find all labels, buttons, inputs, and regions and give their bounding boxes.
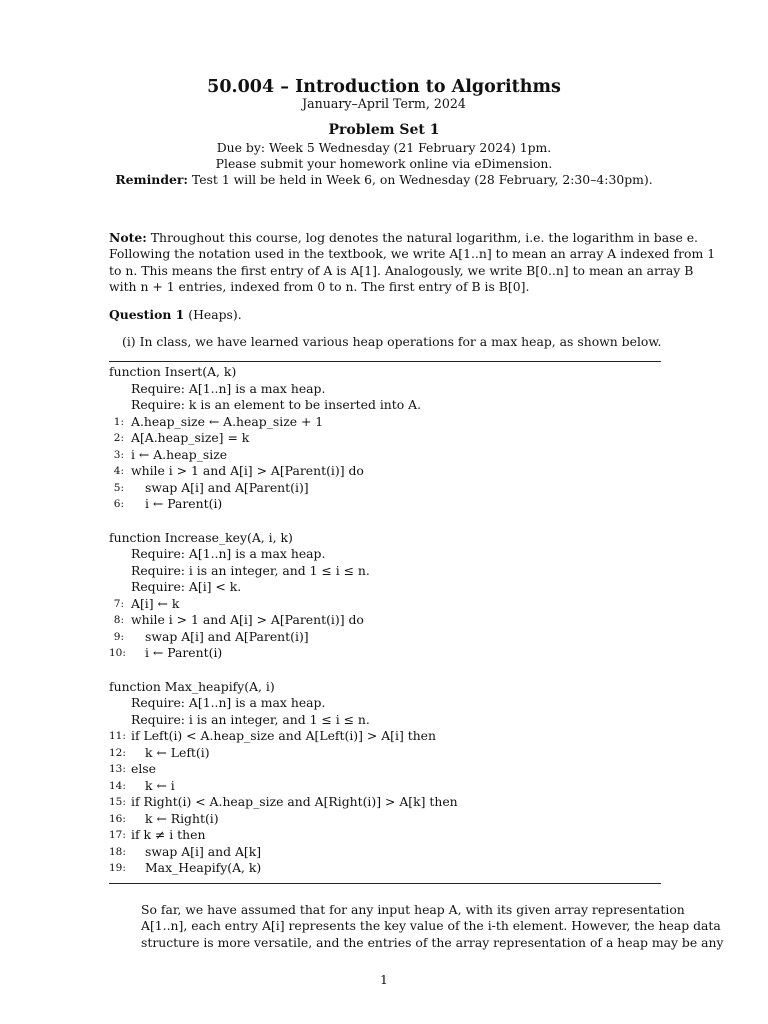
- problem-set-title: Problem Set 1: [328, 122, 440, 138]
- line-number: 3:: [113, 448, 124, 461]
- code-line: 19: Max_Heapify(A, k): [109, 860, 262, 875]
- function-signature: function Increase_key(A, i, k): [109, 529, 293, 545]
- require-line: Require: i is an integer, and 1 ≤ i ≤ n.: [131, 711, 370, 727]
- code-line: 18: swap A[i] and A[k]: [109, 843, 262, 859]
- due-date: Due by: Week 5 Wednesday (21 February 2024) 1pm.: [216, 140, 552, 155]
- line-number: 12:: [109, 746, 126, 759]
- reminder-text: Test 1 will be held in Week 6, on Wednesday (28 February, 2:30–4:30pm).: [187, 172, 653, 187]
- code-line: 3: i ← A.heap_size: [109, 447, 665, 464]
- note-label: Note:: [109, 230, 147, 245]
- line-number: 18:: [109, 845, 126, 858]
- question-topic: (Heaps).: [184, 307, 242, 322]
- line-number: 10:: [109, 647, 126, 659]
- line-number: 15:: [109, 796, 126, 808]
- code-line: 7: A[i] ← k: [109, 596, 665, 613]
- code-line: 12: k ← Left(i): [109, 744, 210, 760]
- require-line: Require: A[1..n] is a max heap.: [131, 695, 326, 710]
- code-line: 10: i ← Parent(i): [109, 645, 223, 660]
- code-line: 4: while i > 1 and A[i] > A[Parent(i)] do: [109, 463, 665, 480]
- code-line: 2: A[A.heap_size] = k: [109, 430, 665, 447]
- line-number: 19:: [109, 862, 126, 874]
- require-line: Require: i is an integer, and 1 ≤ i ≤ n.: [131, 562, 370, 578]
- code-line: 15: if Right(i) < A.heap_size and A[Right(i)] > A[k] then: [109, 794, 458, 809]
- note-line: with n + 1 entries, indexed from 0 to n. The first entry of B is B[0].: [109, 279, 530, 295]
- code-line: 16: k ← Right(i): [109, 810, 219, 826]
- function-signature: function Insert(A, k): [109, 364, 237, 379]
- max-heapify-function: [109, 679, 665, 877]
- closing-paragraph: [141, 902, 724, 951]
- closing-line: structure is more versatile, and the entries of the array representation of a heap may be any: [141, 934, 724, 950]
- require-line: Require: A[1..n] is a max heap.: [131, 380, 326, 396]
- course-title: 50.004 – Introduction to Algorithms: [207, 77, 561, 97]
- line-number: 13:: [109, 763, 126, 775]
- code-line: 14: k ← i: [109, 777, 175, 793]
- code-line: 8: while i > 1 and A[i] > A[Parent(i)] do: [109, 612, 665, 629]
- reminder-label: Reminder:: [115, 172, 188, 187]
- code-line: 9: swap A[i] and A[Parent(i)]: [109, 629, 665, 646]
- line-number: 16:: [109, 812, 126, 825]
- reminder: [0, 172, 768, 188]
- question-label: Question 1: [109, 307, 185, 322]
- note-paragraph: [109, 230, 716, 296]
- line-number: 8:: [113, 614, 124, 626]
- question-part-i: (i) In class, we have learned various heap operations for a max heap, as shown below.: [122, 334, 662, 349]
- line-number: 1:: [113, 415, 124, 428]
- term: January–April Term, 2024: [302, 96, 466, 111]
- note-line: Note: Throughout this course, log denotes the natural logarithm, i.e. the logarithm in base e.: [109, 230, 698, 245]
- line-number: 6:: [113, 498, 124, 510]
- code-line: 1: A.heap_size ← A.heap_size + 1: [109, 414, 665, 431]
- closing-line: A[1..n], each entry A[i] represents the key value of the i-th element. However, the heap data: [141, 918, 721, 934]
- line-number: 9:: [113, 630, 124, 643]
- line-number: 17:: [109, 829, 126, 841]
- submission-instructions: Please submit your homework online via eDimension.: [215, 156, 553, 171]
- insert-function: [109, 364, 665, 513]
- code-line: 5: swap A[i] and A[Parent(i)]: [109, 480, 665, 497]
- algorithm-bottom-rule: [109, 883, 661, 884]
- line-number: 4:: [113, 465, 124, 477]
- increase-key-function: [109, 530, 665, 662]
- closing-line: So far, we have assumed that for any input heap A, with its given array representation: [141, 902, 685, 917]
- line-number: 14:: [109, 779, 126, 792]
- line-number: 11:: [109, 730, 126, 742]
- code-line: 11: if Left(i) < A.heap_size and A[Left(i)] > A[i] then: [109, 728, 436, 743]
- line-number: 2:: [113, 432, 124, 444]
- algorithm-top-rule: [109, 361, 661, 362]
- question-heading: [109, 307, 665, 323]
- page-number: 1: [380, 972, 388, 987]
- note-line: Following the notation used in the textbook, we write A[1..n] to mean an array A indexed from 1: [109, 246, 716, 262]
- code-line: 17: if k ≠ i then: [109, 827, 206, 842]
- algorithm-block: [109, 364, 665, 877]
- line-number: 5:: [113, 481, 124, 494]
- line-number: 7:: [113, 597, 124, 610]
- function-signature: function Max_heapify(A, i): [109, 678, 275, 694]
- require-line: Require: A[i] < k.: [131, 579, 242, 594]
- code-line: 6: i ← Parent(i): [109, 496, 665, 513]
- require-line: Require: A[1..n] is a max heap.: [131, 546, 326, 561]
- note-line: to n. This means the first entry of A is A[1]. Analogously, we write B[0..n] to mean an array B: [109, 262, 694, 278]
- require-line: Require: k is an element to be inserted into A.: [131, 397, 422, 412]
- code-line: 13: else: [109, 761, 156, 776]
